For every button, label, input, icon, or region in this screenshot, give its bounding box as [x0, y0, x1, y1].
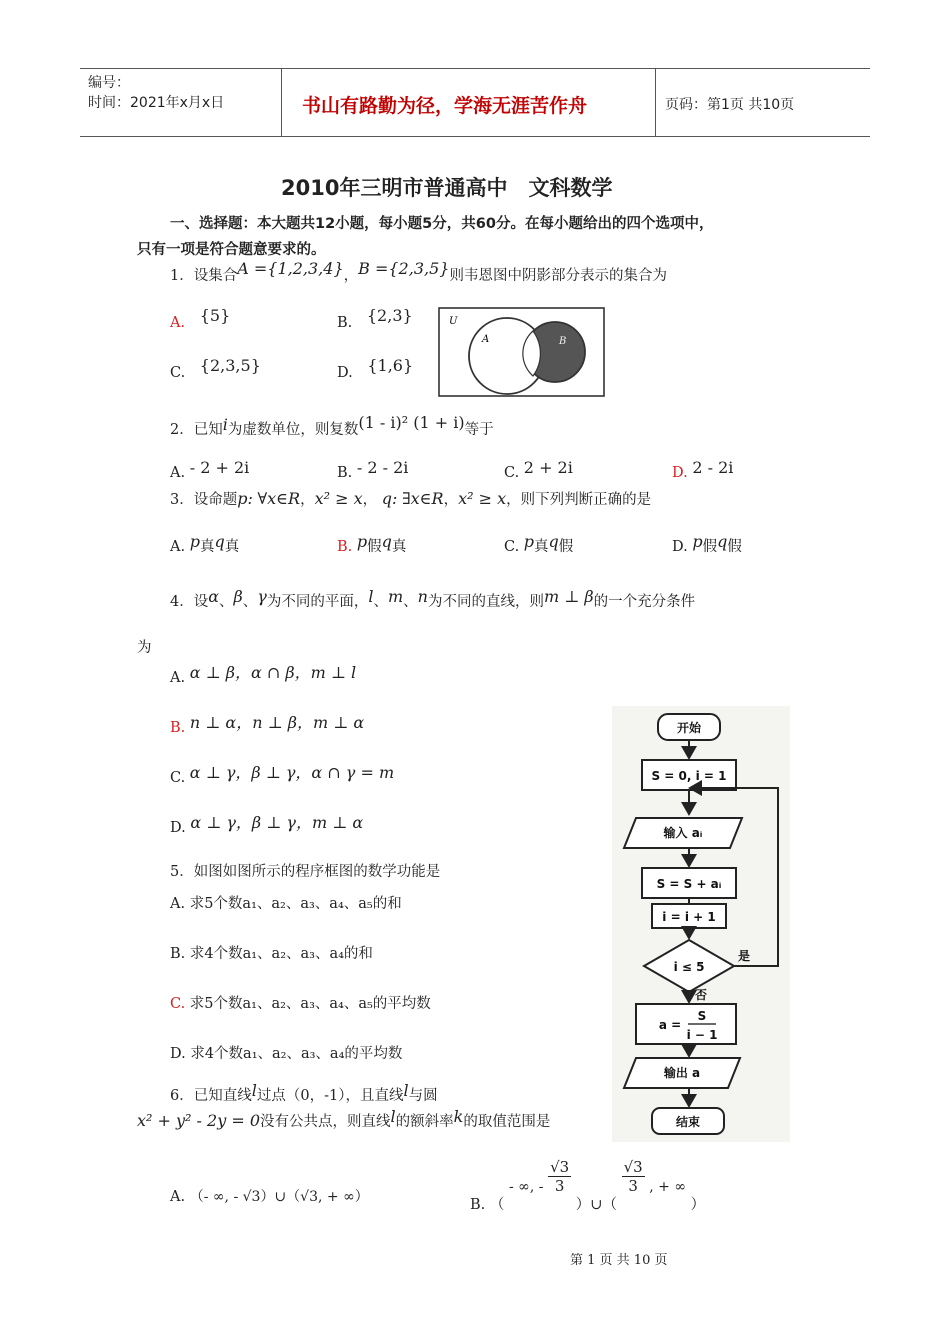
- header-divider-left: [281, 68, 282, 136]
- section-line-1: 一、选择题：本大题共12小题，每小题5分，共60分。在每小题给出的四个选项中，: [170, 216, 714, 232]
- q2-option-d: D. 2 - 2i: [672, 458, 734, 481]
- q1-option-d: D. {1,6}: [337, 356, 414, 381]
- q6-option-a: A. （- ∞, - √3）∪（√3, + ∞）: [170, 1189, 369, 1205]
- q6-circle-eq: x² + y² - 2y = 0: [137, 1111, 261, 1130]
- q5-option-b: B. 求4个数a₁、a₂、a₃、a₄的和: [170, 946, 373, 962]
- q5-option-a: A. 求5个数a₁、a₂、a₃、a₄、a₅的和: [170, 896, 402, 912]
- q3-option-a: A. p真q真: [170, 532, 240, 555]
- venn-label-u: U: [449, 316, 458, 327]
- q2-option-b: B. - 2 - 2i: [337, 458, 409, 481]
- flow-no-text: 否: [694, 988, 708, 1002]
- q6-stem-line1: 6．已知直线l过点（0，-1），且直线l与圆: [170, 1081, 438, 1104]
- q4-option-d: D. α ⊥ γ，β ⊥ γ，m ⊥ α: [170, 813, 364, 836]
- flow-end-text: 结束: [675, 1115, 701, 1129]
- q1-option-a: A. {5}: [170, 306, 231, 331]
- flow-output-text: 输出 a: [663, 1066, 701, 1080]
- q4-option-c: C. α ⊥ γ，β ⊥ γ，α ∩ γ = m: [170, 763, 395, 786]
- q3-option-c: C. p真q假: [504, 532, 574, 555]
- q6-option-b: B. （ - ∞, - $\frac{√3}{3}$ ）∪（ $\frac{√3}{3}$ , + ∞ ）: [470, 1158, 706, 1213]
- q2-option-c: C. 2 + 2i: [504, 458, 573, 481]
- q3-stem: 3．设命题p: ∀x∈R，x² ≥ x， q: ∃x∈R，x² ≥ x，则下列判断正确的是: [170, 489, 652, 508]
- flow-cond-text: i ≤ 5: [673, 960, 705, 974]
- q4-option-a: A. α ⊥ β，α ∩ β，m ⊥ l: [170, 663, 357, 686]
- q4-stem: 4．设α、β、γ为不同的平面，l、m、n为不同的直线，则m ⊥ β的一个充分条件: [170, 587, 696, 610]
- q3-option-b: B. p假q真: [337, 532, 407, 555]
- q4-stem-line2: 为: [137, 640, 152, 656]
- q3-option-d: D. p假q假: [672, 532, 742, 555]
- q5-stem: 5．如图如图所示的程序框图的数学功能是: [170, 864, 441, 880]
- q1-set-b: B ={2,3,5}: [358, 259, 450, 278]
- date-label: 时间：2021年x月x日: [88, 95, 225, 111]
- q1-option-b: B. {2,3}: [337, 306, 413, 331]
- page-info: 页码：第1页 共10页: [665, 97, 795, 113]
- flow-avg-a: a =: [658, 1018, 682, 1032]
- header-divider-right: [655, 68, 656, 136]
- q2-expr: (1 - i)² (1 + i): [358, 413, 465, 432]
- flow-sum-text: S = S + aᵢ: [656, 877, 722, 891]
- flow-avg-den: i − 1: [686, 1028, 718, 1042]
- q2-stem: 2．已知i为虚数单位，则复数(1 - i)² (1 + i)等于: [170, 413, 494, 438]
- venn-label-a: A: [482, 334, 490, 345]
- venn-label-b: B: [559, 336, 567, 347]
- serial-label: 编号：: [88, 75, 130, 91]
- header-bottom-rule: [80, 136, 870, 137]
- flow-avg-num: S: [697, 1009, 707, 1023]
- q2-option-a: A. - 2 + 2i: [170, 458, 250, 481]
- header-top-rule: [80, 68, 870, 69]
- flow-yes-text: 是: [737, 949, 751, 963]
- flow-init-text: S = 0, i = 1: [651, 769, 727, 783]
- flow-inc-text: i = i + 1: [662, 910, 716, 924]
- flow-input-text: 输入 aᵢ: [663, 826, 703, 840]
- q1-set-a: A ={1,2,3,4}: [237, 259, 344, 278]
- q5-option-d: D. 求4个数a₁、a₂、a₃、a₄的平均数: [170, 1046, 403, 1062]
- flow-start-text: 开始: [676, 721, 702, 735]
- q1-stem: 1．设集合A ={1,2,3,4}，B ={2,3,5}则韦恩图中阴影部分表示的集合为: [170, 259, 667, 284]
- q1-option-c: C. {2,3,5}: [170, 356, 261, 381]
- q5-option-c: C. 求5个数a₁、a₂、a₃、a₄、a₅的平均数: [170, 996, 431, 1012]
- page-title: 2010年三明市普通高中 文科数学: [281, 176, 613, 200]
- section-line-2: 只有一项是符合题意要求的。: [137, 242, 326, 258]
- flowchart: [612, 706, 790, 1142]
- q6-stem-line2: x² + y² - 2y = 0没有公共点，则直线l的额斜率k的取值范围是: [137, 1107, 551, 1130]
- motto: 书山有路勤为径，学海无涯苦作舟: [302, 95, 588, 117]
- venn-diagram: [437, 306, 607, 400]
- page-footer: 第 1 页 共 10 页: [570, 1253, 668, 1268]
- q4-option-b: B. n ⊥ α，n ⊥ β，m ⊥ α: [170, 713, 365, 736]
